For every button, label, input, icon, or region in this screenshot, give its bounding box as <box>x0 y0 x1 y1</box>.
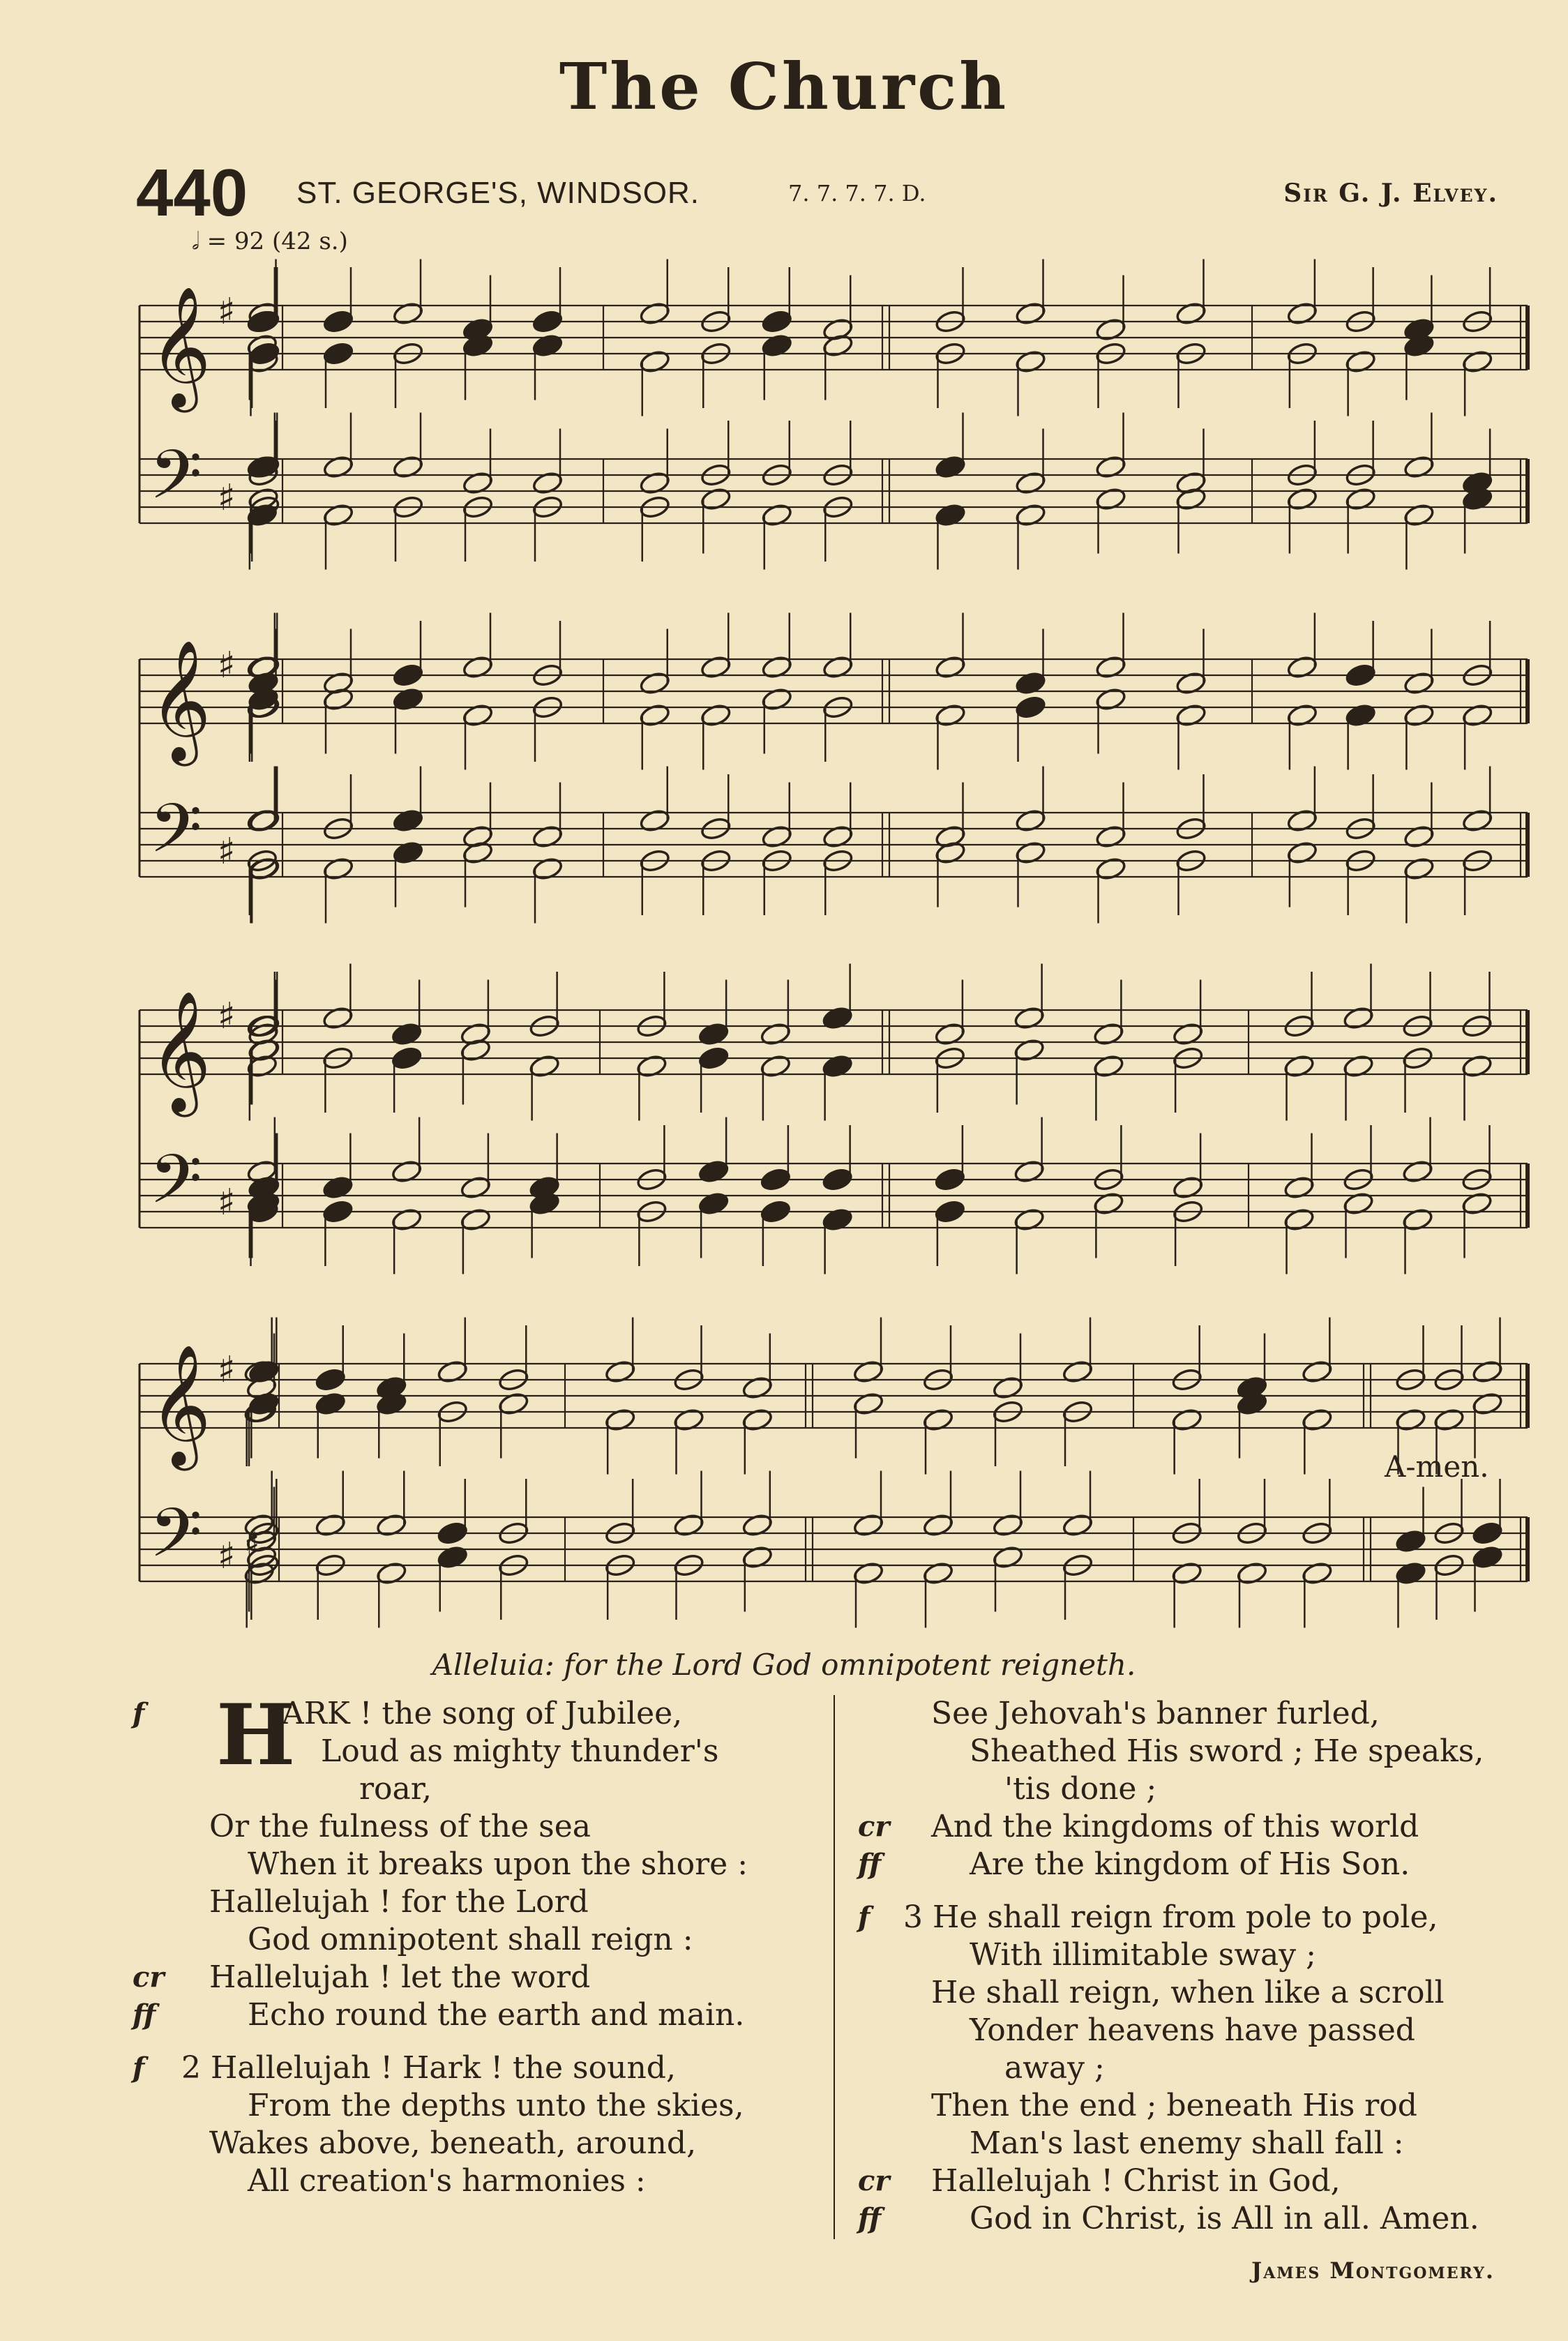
verse-line-text: Are the kingdom of His Son. <box>970 1846 1410 1882</box>
verse-line <box>133 1883 816 1921</box>
verse-line <box>133 1733 816 1770</box>
verse-line <box>133 2049 816 2087</box>
note-head <box>922 1512 954 1537</box>
note-head <box>1013 1005 1046 1030</box>
note-head <box>1472 1359 1504 1384</box>
note-head <box>741 1544 774 1570</box>
verse-line-text: When it breaks upon the shore : <box>248 1846 748 1882</box>
note-head <box>1175 301 1207 326</box>
note-head <box>1403 670 1435 695</box>
note-head <box>532 824 564 849</box>
treble-clef-icon: 𝄞 <box>149 640 211 761</box>
note-head <box>935 702 967 728</box>
verse-line <box>133 1808 816 1846</box>
note-head <box>1286 808 1318 833</box>
note-head <box>1095 317 1127 342</box>
sharp-icon: ♯ <box>218 831 236 873</box>
note-head <box>700 654 732 679</box>
note-head <box>1286 654 1318 679</box>
note-head <box>760 1199 792 1224</box>
note-head <box>460 1207 492 1232</box>
note-head <box>375 1560 407 1586</box>
author: James Montgomery. <box>1251 2257 1495 2284</box>
note-head <box>992 1512 1024 1537</box>
note-head <box>1461 702 1493 728</box>
note-head <box>1283 1207 1316 1232</box>
note-head <box>935 654 967 679</box>
verse-line-text: See Jehovah's banner furled, <box>931 1696 1380 1731</box>
note-head <box>673 1512 705 1537</box>
note-head <box>391 1207 423 1232</box>
note-head <box>1095 486 1127 511</box>
verse-line <box>858 2012 1521 2049</box>
note-head <box>392 301 424 326</box>
note-head <box>1402 1159 1434 1184</box>
verse-line-text: Man's last enemy shall fall : <box>970 2125 1404 2161</box>
note-head <box>391 1046 423 1071</box>
note-head <box>604 1407 636 1432</box>
note-head <box>392 808 424 833</box>
note-head <box>437 1521 469 1546</box>
note-head <box>922 1407 954 1432</box>
note-head <box>1015 502 1047 527</box>
note-head <box>1015 301 1047 326</box>
note-head <box>639 301 671 326</box>
dynamic-marking: ff <box>858 1848 882 1881</box>
note-head <box>1395 1560 1427 1586</box>
note-head <box>1015 670 1047 695</box>
verse-line <box>133 2125 816 2162</box>
note-head <box>1062 1359 1094 1384</box>
note-head <box>1236 1560 1268 1586</box>
sharp-icon: ♯ <box>218 1182 236 1224</box>
note-head <box>852 1560 884 1586</box>
note-head <box>922 1560 954 1586</box>
verse-line <box>133 2087 816 2125</box>
note-head <box>1013 1159 1046 1184</box>
note-head <box>852 1391 884 1416</box>
verse-line <box>858 1770 1521 1808</box>
note-head <box>322 309 354 334</box>
verse-line <box>858 2087 1521 2125</box>
verse-line <box>133 2162 816 2200</box>
note-head <box>1345 702 1377 728</box>
note-head <box>639 808 671 833</box>
drop-cap: H <box>216 1686 296 1784</box>
verse-3 <box>858 1899 1521 2238</box>
note-head <box>760 1167 792 1192</box>
sharp-icon: ♯ <box>218 645 236 686</box>
note-head <box>934 1021 966 1046</box>
note-head <box>935 502 967 527</box>
hymn-number: 440 <box>136 156 248 230</box>
note-head <box>1301 1560 1333 1586</box>
treble-clef-icon: 𝄞 <box>149 286 211 407</box>
note-head <box>1395 1528 1427 1553</box>
bass-clef-icon: 𝄢 <box>149 435 202 531</box>
treble-clef-icon: 𝄞 <box>149 991 211 1112</box>
note-head <box>532 856 564 881</box>
running-head: The Church <box>559 49 1009 124</box>
note-head <box>761 654 793 679</box>
note-head <box>1015 349 1047 374</box>
verse-2 <box>133 2049 816 2200</box>
dynamic-marking: f <box>133 2052 145 2084</box>
verse-line-text: roar, <box>359 1771 432 1807</box>
note-head <box>1286 301 1318 326</box>
note-head <box>698 1046 730 1071</box>
verse-line-text: Then the end ; beneath His rod <box>931 2088 1417 2123</box>
verse-line-text: Hallelujah ! let the word <box>209 1959 591 1995</box>
note-head <box>1172 1175 1204 1200</box>
note-head <box>1403 856 1435 881</box>
note-head <box>822 654 854 679</box>
note-head <box>935 454 967 479</box>
note-head <box>460 1175 492 1200</box>
bass-clef-icon: 𝄢 <box>149 1139 202 1235</box>
note-head <box>673 1407 705 1432</box>
verse-column-left <box>133 1686 816 2200</box>
verse-line <box>133 1695 816 1733</box>
refrain-text: Alleluia: for the Lord God omnipotent reigneth. <box>432 1648 1136 1682</box>
note-head <box>497 1391 529 1416</box>
note-head <box>1395 1407 1427 1432</box>
note-head <box>1343 1191 1375 1216</box>
note-head <box>1092 1191 1124 1216</box>
note-head <box>1433 1407 1465 1432</box>
note-head <box>760 1053 792 1078</box>
note-head <box>639 470 671 495</box>
note-head <box>822 824 854 849</box>
dynamic-marking: f <box>133 1697 145 1730</box>
verse-line-text: Wakes above, beneath, around, <box>209 2125 697 2161</box>
note-head <box>1062 1512 1094 1537</box>
note-head <box>1403 502 1435 527</box>
verse-line-text: Loud as mighty thunder's <box>321 1733 719 1769</box>
verse-line-text: All creation's harmonies : <box>248 2163 646 2199</box>
verse-line-text: With illimitable sway ; <box>970 1937 1316 1973</box>
note-head <box>1472 1521 1504 1546</box>
note-head <box>761 502 793 527</box>
verse-column-right <box>858 1695 1521 2238</box>
note-head <box>698 1021 730 1046</box>
note-head <box>322 454 354 479</box>
note-head <box>1015 840 1047 865</box>
note-head <box>1095 454 1127 479</box>
note-head <box>1461 1191 1493 1216</box>
note-head <box>639 670 671 695</box>
note-head <box>1095 686 1127 712</box>
verse-line-text: Sheathed His sword ; He speaks, <box>970 1733 1484 1769</box>
sharp-icon: ♯ <box>218 1349 236 1391</box>
verse-line <box>858 1899 1521 1936</box>
verse-2-continued <box>858 1695 1521 1883</box>
note-head <box>700 486 732 511</box>
note-head <box>1015 695 1047 720</box>
note-head <box>852 1512 884 1537</box>
note-head <box>1402 1207 1434 1232</box>
note-head <box>1461 1053 1493 1078</box>
note-head <box>1403 824 1435 849</box>
note-head <box>322 856 354 881</box>
note-head <box>1403 702 1435 728</box>
bass-clef-icon: 𝄢 <box>149 788 202 885</box>
note-head <box>437 1359 469 1384</box>
note-head <box>1172 1021 1204 1046</box>
note-head <box>1283 1053 1316 1078</box>
note-head <box>1092 1053 1124 1078</box>
verse-line-text: God in Christ, is All in all. Amen. <box>970 2201 1479 2236</box>
note-head <box>698 1159 730 1184</box>
note-head <box>761 333 793 358</box>
verse-line-text: From the depths unto the skies, <box>248 2088 744 2123</box>
verse-line <box>858 2049 1521 2087</box>
note-head <box>992 1375 1024 1400</box>
treble-clef-icon: 𝄞 <box>149 1344 211 1466</box>
note-head <box>639 702 671 728</box>
note-head <box>1472 1544 1504 1570</box>
note-head <box>437 1544 469 1570</box>
note-head <box>1092 1021 1124 1046</box>
note-head <box>315 1391 347 1416</box>
verse-line-text: Yonder heavens have passed <box>970 2012 1415 2048</box>
verse-line <box>858 2125 1521 2162</box>
note-head <box>1013 1207 1046 1232</box>
note-head <box>392 686 424 712</box>
note-head <box>1403 454 1435 479</box>
note-head <box>822 1167 854 1192</box>
verse-line-text: He shall reign, when like a scroll <box>931 1975 1445 2010</box>
note-head <box>532 470 564 495</box>
note-head <box>392 454 424 479</box>
note-head <box>1345 486 1377 511</box>
note-head <box>1286 702 1318 728</box>
note-head <box>761 309 793 334</box>
note-head <box>822 1053 854 1078</box>
verse-line-text: 3 He shall reign from pole to pole, <box>903 1899 1438 1935</box>
dynamic-marking: ff <box>858 2202 882 2235</box>
verse-line-text: Echo round the earth and main. <box>248 1997 745 2033</box>
dynamic-marking: ff <box>133 1998 156 2031</box>
note-head <box>1286 840 1318 865</box>
sharp-icon: ♯ <box>218 477 236 519</box>
note-head <box>315 1512 347 1537</box>
note-head <box>375 1512 407 1537</box>
note-head <box>532 333 564 358</box>
amen-lyric: A-men. <box>1385 1450 1489 1484</box>
note-head <box>741 1512 774 1537</box>
verse-line <box>858 2162 1521 2200</box>
note-head <box>1345 663 1377 688</box>
note-head <box>462 702 494 728</box>
note-head <box>391 1021 423 1046</box>
note-head <box>462 470 494 495</box>
verse-line-text: Hallelujah ! for the Lord <box>209 1884 589 1920</box>
meter: 7. 7. 7. 7. D. <box>788 180 926 206</box>
note-head <box>322 1199 354 1224</box>
note-head <box>604 1359 636 1384</box>
note-head <box>1343 1005 1375 1030</box>
note-head <box>1286 486 1318 511</box>
note-head <box>934 1167 966 1192</box>
verse-line <box>858 1936 1521 1974</box>
note-head <box>822 1005 854 1030</box>
composer: Sir G. J. Elvey. <box>1283 179 1498 208</box>
note-head <box>822 1207 854 1232</box>
verse-line <box>133 1921 816 1959</box>
note-head <box>934 1199 966 1224</box>
verse-line <box>133 1996 816 2034</box>
verse-line-text: away ; <box>1004 2050 1105 2086</box>
note-head <box>992 1544 1024 1570</box>
verse-line-text: Or the fulness of the sea <box>209 1809 591 1844</box>
verse-line <box>858 2200 1521 2238</box>
note-head <box>1175 670 1207 695</box>
verse-line-text: Hallelujah ! Christ in God, <box>931 2163 1341 2199</box>
note-head <box>761 824 793 849</box>
column-divider <box>834 1695 835 2239</box>
bass-clef-icon: 𝄢 <box>149 1493 202 1589</box>
note-head <box>392 663 424 688</box>
note-head <box>1472 1391 1504 1416</box>
note-head <box>392 840 424 865</box>
dynamic-marking: cr <box>133 1961 165 1994</box>
note-head <box>391 1159 423 1184</box>
note-head <box>635 1053 668 1078</box>
note-head <box>700 702 732 728</box>
sharp-icon: ♯ <box>218 1535 236 1577</box>
note-head <box>1301 1407 1333 1432</box>
sharp-icon: ♯ <box>218 995 236 1037</box>
verse-line <box>133 1959 816 1996</box>
note-head <box>761 686 793 712</box>
note-head <box>1345 349 1377 374</box>
verse-line <box>858 1974 1521 2012</box>
note-head <box>639 349 671 374</box>
verse-line <box>858 1695 1521 1733</box>
note-head <box>1461 349 1493 374</box>
note-head <box>698 1191 730 1216</box>
note-head <box>1015 808 1047 833</box>
verse-line <box>858 1733 1521 1770</box>
note-head <box>322 502 354 527</box>
note-head <box>1171 1407 1203 1432</box>
note-head <box>1461 808 1493 833</box>
verse-line-text: God omnipotent shall reign : <box>248 1922 693 1957</box>
note-head <box>741 1407 774 1432</box>
note-head <box>1095 654 1127 679</box>
dynamic-marking: f <box>858 1901 870 1934</box>
verse-1 <box>133 1686 816 2034</box>
verse-line-text: ARK ! the song of Jubilee, <box>282 1696 683 1731</box>
note-head <box>322 341 354 366</box>
note-head <box>852 1359 884 1384</box>
note-head <box>1171 1560 1203 1586</box>
note-head <box>741 1375 774 1400</box>
note-head <box>315 1367 347 1392</box>
verse-line <box>858 1846 1521 1883</box>
note-head <box>462 654 494 679</box>
note-head <box>760 1021 792 1046</box>
note-head <box>1013 1037 1046 1062</box>
sharp-icon: ♯ <box>244 1525 260 1563</box>
note-head <box>322 1175 354 1200</box>
verse-line <box>133 1846 816 1883</box>
verse-line-text: 2 Hallelujah ! Hark ! the sound, <box>181 2050 676 2086</box>
tune-name: ST. GEORGE'S, WINDSOR. <box>296 176 700 210</box>
tempo-marking: 𝅗𝅥 = 92 (42 s.) <box>192 227 348 255</box>
note-head <box>1175 702 1207 728</box>
verse-line-text: And the kingdoms of this world <box>931 1809 1419 1844</box>
note-head <box>1015 470 1047 495</box>
note-head <box>1095 856 1127 881</box>
verse-line <box>133 1770 816 1808</box>
note-head <box>529 1053 561 1078</box>
verse-line <box>858 1808 1521 1846</box>
sharp-icon: ♯ <box>218 291 236 333</box>
note-head <box>1283 1175 1316 1200</box>
dynamic-marking: cr <box>858 1810 890 1843</box>
note-head <box>1343 1053 1375 1078</box>
note-head <box>1301 1359 1333 1384</box>
dynamic-marking: cr <box>858 2165 890 2197</box>
verse-line-text: 'tis done ; <box>1004 1771 1157 1807</box>
note-head <box>322 1005 354 1030</box>
note-head <box>532 309 564 334</box>
note-head <box>1095 824 1127 849</box>
